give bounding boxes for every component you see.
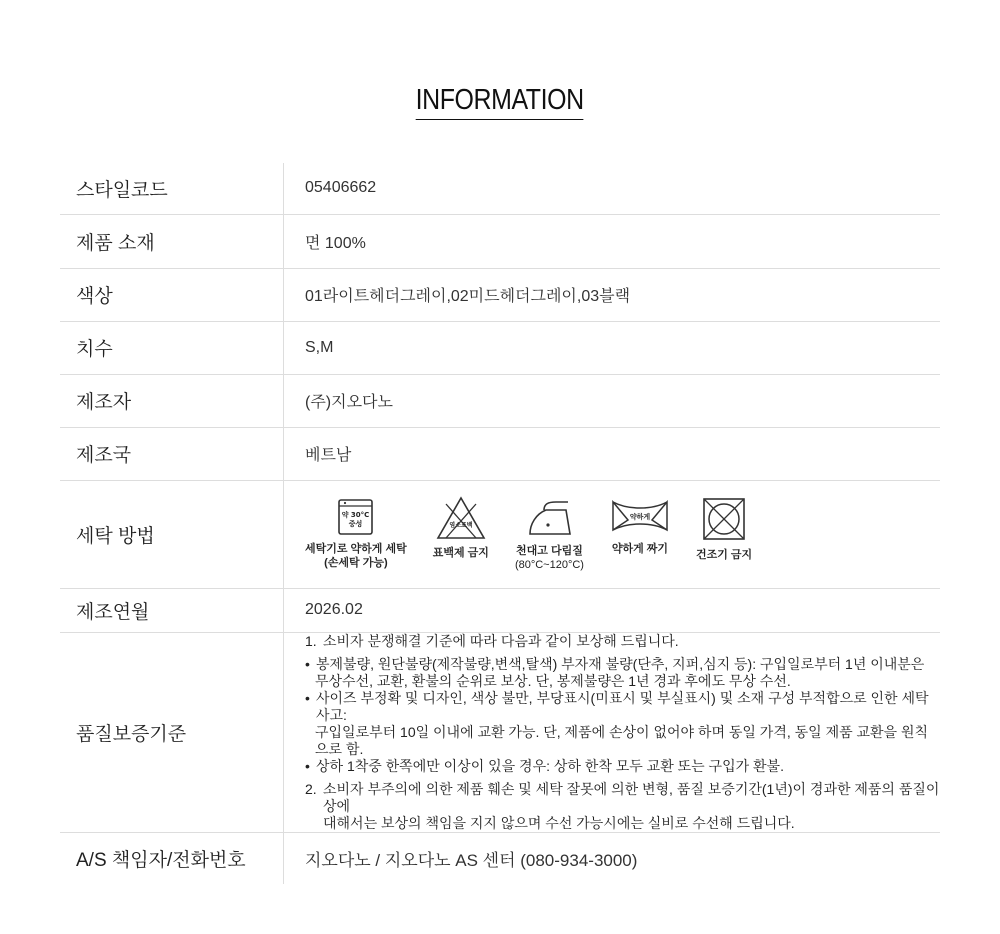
table-row bbox=[60, 268, 940, 321]
wash-item bbox=[696, 496, 752, 562]
row-label: 치수 bbox=[60, 321, 284, 374]
wash-label: 표백제 금지 bbox=[432, 547, 489, 559]
table-row bbox=[60, 163, 940, 214]
quality-line: 상하 1착중 한쪽에만 이상이 있을 경우: 상하 한착 모두 교환 또는 구입가 환불. bbox=[316, 757, 784, 774]
table-row bbox=[60, 832, 940, 884]
row-label: 스타일코드 bbox=[60, 163, 284, 214]
quality-line: 봉제불량, 원단불량(제작불량,변색,탈색) 부자재 불량(단추, 지퍼,심지 등): 구입일로부터 1년 이내분은 bbox=[316, 655, 925, 672]
row-value: 면 100% bbox=[284, 214, 941, 268]
wash-item bbox=[305, 496, 407, 570]
gentle-wring-icon bbox=[610, 496, 670, 536]
table-row-wash bbox=[60, 480, 940, 588]
row-label: 제조자 bbox=[60, 374, 284, 427]
row-label: 제품 소재 bbox=[60, 214, 284, 268]
wash-icon-temp: 약 30°C bbox=[341, 511, 370, 519]
wash-icon-list bbox=[305, 496, 940, 572]
wash-item bbox=[610, 496, 670, 556]
wash-icon-neutral: 중성 bbox=[348, 520, 363, 528]
wash-label-sub: (손세탁 가능) bbox=[324, 557, 388, 569]
row-label: 품질보증기준 bbox=[60, 632, 284, 832]
wash-item bbox=[515, 496, 584, 572]
quality-line: 대해서는 보상의 책임을 지지 않으며 수선 가능시에는 실비로 수선해 드립니다. bbox=[323, 814, 795, 831]
wash-label: 약하게 짜기 bbox=[611, 543, 669, 555]
wash-label: 천대고 다림질 bbox=[516, 545, 583, 557]
page-title: INFORMATION bbox=[416, 82, 584, 120]
row-label: A/S 책임자/전화번호 bbox=[60, 832, 284, 884]
quality-text bbox=[284, 632, 941, 832]
row-value: 05406662 bbox=[284, 163, 941, 214]
table-row-quality bbox=[60, 632, 940, 832]
quality-line: 사이즈 부정확 및 디자인, 색상 불만, 부당표시(미표시 및 부실표시) 및 소재 구성 부적합으로 인한 세탁 사고: bbox=[316, 689, 929, 723]
quality-item-1 bbox=[305, 633, 940, 650]
wash-item bbox=[433, 496, 489, 560]
bullet-mark: • bbox=[305, 655, 310, 672]
quality-line: 소비자 분쟁해결 기준에 따라 다음과 같이 보상해 드립니다. bbox=[323, 632, 679, 649]
quality-body bbox=[305, 633, 940, 832]
wash-label-sub: (80°C~120°C) bbox=[514, 559, 584, 571]
wash-label: 세탁기로 약하게 세탁 bbox=[305, 543, 407, 555]
info-table bbox=[60, 163, 940, 884]
quality-bullet bbox=[305, 690, 940, 724]
wash-30c-icon bbox=[336, 496, 376, 536]
row-value: 지오다노 / 지오다노 AS 센터 (080-934-3000) bbox=[305, 850, 638, 870]
table-row bbox=[60, 214, 940, 268]
quality-item-2 bbox=[305, 781, 940, 815]
quality-bullet bbox=[305, 758, 940, 775]
row-value: S,M bbox=[284, 321, 941, 374]
row-label: 색상 bbox=[60, 268, 284, 321]
bullet-mark: • bbox=[305, 689, 310, 706]
row-value: 2026.02 bbox=[284, 588, 941, 632]
quality-bullet bbox=[305, 656, 940, 673]
wash-icons bbox=[284, 480, 941, 588]
row-label: 제조연월 bbox=[60, 588, 284, 632]
no-bleach-icon bbox=[435, 496, 487, 540]
table-row bbox=[60, 321, 940, 374]
bleach-icon-text: 염소표백 bbox=[449, 522, 473, 529]
row-label: 세탁 방법 bbox=[60, 480, 284, 588]
no-tumble-dry-icon bbox=[701, 496, 747, 542]
table-row bbox=[60, 374, 940, 427]
table-row bbox=[60, 588, 940, 632]
row-label: 제조국 bbox=[60, 427, 284, 480]
bullet-mark: • bbox=[305, 757, 310, 774]
row-value: 01라이트헤더그레이,02미드헤더그레이,03블랙 bbox=[284, 268, 941, 321]
quality-line: 무상수선, 교환, 환불의 순위로 보상. 단, 봉제불량은 1년 경과 후에도 무상 수선. bbox=[315, 672, 791, 689]
item-number: 1. bbox=[305, 632, 317, 649]
quality-line: 소비자 부주의에 의한 제품 훼손 및 세탁 잘못에 의한 변형, 품질 보증기간(1년)이 경과한 제품의 품질이상에 bbox=[323, 780, 940, 814]
wring-icon-text: 약하게 bbox=[629, 513, 651, 521]
iron-icon bbox=[524, 496, 574, 538]
row-value: (주)지오다노 bbox=[284, 374, 941, 427]
table-row bbox=[60, 427, 940, 480]
item-number: 2. bbox=[305, 780, 317, 797]
info-title-wrap bbox=[0, 82, 1000, 120]
row-value: 베트남 bbox=[284, 427, 941, 480]
wash-label: 건조기 금지 bbox=[695, 549, 753, 561]
quality-line: 구입일로부터 10일 이내에 교환 가능. 단, 제품에 손상이 없어야 하며 동일 가격, 동일 제품 교환을 원칙으로 함. bbox=[315, 723, 929, 757]
